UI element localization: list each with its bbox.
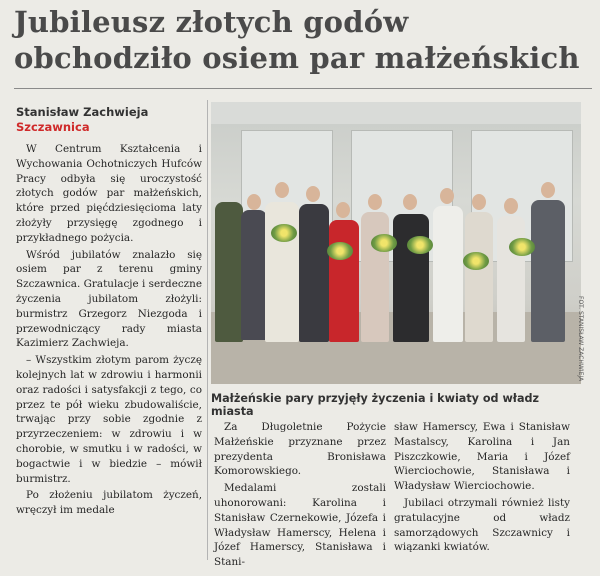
paragraph: Po złożeniu jubilatom życzeń, wręczył im medale xyxy=(16,489,202,517)
photo-person-head xyxy=(541,182,555,198)
photo-flowers xyxy=(327,242,353,260)
paragraph: Za Długoletnie Pożycie Małżeńskie przyznane przez prezydenta Bronisława Komorowskiego. xyxy=(214,421,386,478)
article-column-2 xyxy=(214,420,386,572)
photo-flowers xyxy=(463,252,489,270)
photo-flowers xyxy=(509,238,535,256)
photo-flowers xyxy=(271,224,297,242)
paragraph: Medalami zostali uhonorowani: Karolina i Stanisław Czernekowie, Józefa i Władysław Hamerscy, Helena i Józef Hamerscy, Stanisława i Stani- xyxy=(214,482,386,569)
photo-person xyxy=(241,210,267,340)
photo-person-head xyxy=(306,186,320,202)
photo-person xyxy=(433,206,463,342)
photo-person-head xyxy=(504,198,518,214)
photo-person-head xyxy=(247,194,261,210)
paragraph: – Wszystkim złotym parom życzę kolejnych lat w zdrowiu i harmonii oraz radości i satysfakcji z tego, co przez te pół wieku zbudowaliście, trwając przy sobie zgodnie z przyrzeczeniem: w zdrowiu i w chorobie, w smutku i w radości, w bogactwie i w biedzie – mówił burmistrz. xyxy=(16,354,202,485)
photo-person xyxy=(265,202,299,342)
photo-flowers xyxy=(371,234,397,252)
photo-person-head xyxy=(336,202,350,218)
headline xyxy=(14,4,594,76)
photo-person xyxy=(299,204,329,342)
article-column-3 xyxy=(394,420,570,557)
news-photo xyxy=(211,102,581,384)
photo-plant xyxy=(215,202,243,342)
article-column-1 xyxy=(16,142,202,520)
photo-person xyxy=(329,220,359,342)
photo-person xyxy=(497,216,525,342)
photo-person-head xyxy=(472,194,486,210)
author-name: Stanisław Zachwieja xyxy=(16,105,149,119)
headline-line-1: Jubileusz złotych godów xyxy=(14,5,409,39)
photo-person xyxy=(465,212,493,342)
headline-line-2: obchodziło osiem par małżeńskich xyxy=(14,41,580,75)
photo-flowers xyxy=(407,236,433,254)
photo-ceiling xyxy=(211,102,581,124)
column-divider xyxy=(207,100,208,560)
divider xyxy=(14,88,592,89)
photo-person xyxy=(361,212,389,342)
photo-person-head xyxy=(368,194,382,210)
paragraph: Wśród jubilatów znalazło się osiem par z terenu gminy Szczawnica. Gratulacje i serdeczne życzenia jubilatom złożyli: burmistrz Grzegorz Niezgoda i przewodniczący rady miasta Kazimierz Zachwieja. xyxy=(16,248,202,350)
paragraph: sław Hamerscy, Ewa i Stanisław Mastalscy, Karolina i Jan Piszczkowie, Maria i Józef Wierciochowie, Stanisława i Władysław Wierciochowie. xyxy=(394,421,570,493)
paragraph: Jubilaci otrzymali również listy gratulacyjne od władz samorządowych Szczawnicy i wiązanki kwiatów. xyxy=(394,496,570,554)
photo-credit: FOT. STANISŁAW ZACHWIEJA xyxy=(577,296,584,382)
photo-person xyxy=(531,200,565,342)
photo-person-head xyxy=(403,194,417,210)
photo-person xyxy=(393,214,429,342)
location-label: Szczawnica xyxy=(16,120,90,134)
photo-caption: Małżeńskie pary przyjęły życzenia i kwiaty od władz miasta xyxy=(211,392,540,418)
photo-person-head xyxy=(440,188,454,204)
paragraph: W Centrum Kształcenia i Wychowania Ochotniczych Hufców Pracy odbyła się uroczystość złotych godów par małżeńskich, które przed pięćdziesięcioma laty złożyły przysięgę zgodnego i przykładnego pożycia. xyxy=(16,143,202,244)
photo-person-head xyxy=(275,182,289,198)
